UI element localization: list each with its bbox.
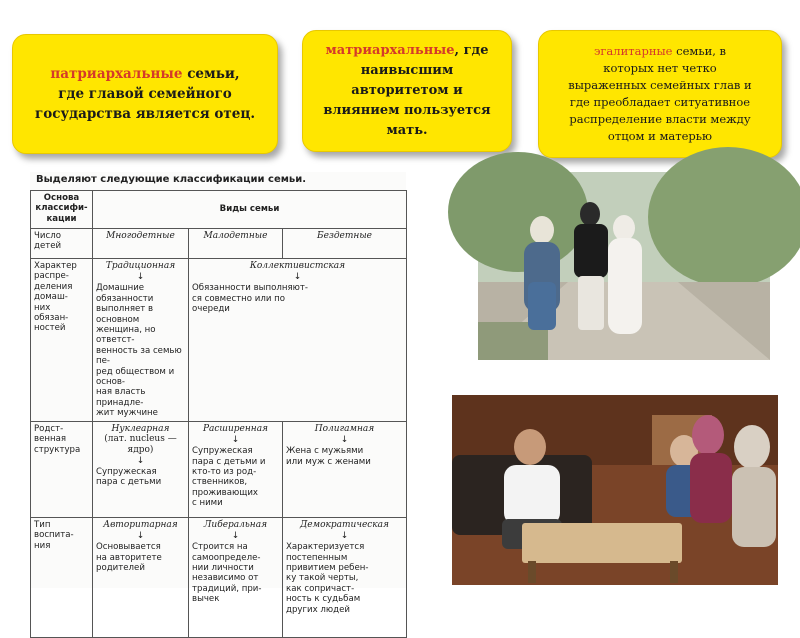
cell-line: обязан-	[34, 313, 69, 324]
cell-type-label: Малодетные	[203, 231, 268, 241]
matriarchal-first-rest: , где	[454, 43, 489, 58]
table-header-row	[31, 191, 407, 229]
cell-line: женщина, но ответст-	[96, 325, 156, 346]
cell-type-label: Традиционная	[105, 261, 176, 271]
matriarchal-line-2: наивысшим	[360, 63, 454, 78]
cell-line: Строится на	[192, 542, 248, 553]
cell-type-label-extra: (лат. nucleus —	[104, 434, 177, 445]
type-cell	[189, 517, 283, 637]
cell-line: венность за семью пе-	[96, 345, 182, 367]
cell-line: традиций, при-	[192, 583, 262, 594]
cell-line: постепенным	[286, 552, 348, 563]
table-row	[31, 517, 407, 637]
cell-line: Супружеская	[96, 466, 157, 477]
table-row	[31, 421, 407, 517]
cell-line: ность к судьбам	[286, 594, 361, 605]
cell-type-label: Нуклеарная	[111, 423, 170, 434]
table-caption: Выделяют следующие классификации семьи.	[36, 174, 307, 185]
card-egalitarian-family	[538, 30, 782, 158]
down-arrow-icon: ↓	[136, 531, 145, 542]
cell-line: кации	[46, 213, 77, 224]
cell-line: Супружеская	[192, 446, 253, 457]
cell-line: Тип	[34, 519, 51, 530]
type-cell	[93, 229, 189, 259]
row-basis-cell	[31, 421, 93, 517]
cell-line: нии личности	[192, 562, 254, 573]
cell-type-label: Полигамная	[314, 423, 375, 434]
cell-line: родителей	[96, 562, 145, 573]
type-cell	[189, 229, 283, 259]
matriarchal-line-3: авторитетом и	[351, 83, 463, 98]
cell-type-label-extra: ядро)	[127, 444, 154, 455]
cell-type-label: Авторитарная	[103, 519, 178, 530]
table-row	[31, 229, 407, 259]
header-types-cell: Виды семьи	[93, 191, 407, 229]
patriarchal-keyword: патриархальные	[50, 66, 183, 82]
cell-line: на авторитете	[96, 552, 162, 563]
cell-type-label: Коллективистская	[249, 261, 346, 271]
cell-line: Основывается	[96, 542, 161, 553]
down-arrow-icon: ↓	[136, 455, 145, 466]
photo-family-living-room	[452, 395, 778, 585]
cell-line: ная власть принадле-	[96, 387, 146, 408]
type-cell	[189, 421, 283, 517]
egalitarian-line-2: которых нет четко	[603, 61, 717, 75]
cell-line: домаш-	[34, 292, 68, 303]
cell-line: ностей	[34, 323, 66, 334]
down-arrow-icon: ↓	[231, 531, 240, 542]
cell-line: ния	[34, 540, 51, 551]
cell-line: деления	[34, 281, 73, 292]
cell-line: привитием ребен-	[286, 562, 369, 573]
type-cell	[93, 517, 189, 637]
type-cell	[189, 259, 407, 422]
header-basis-cell	[31, 191, 93, 229]
patriarchal-line-3: государства является отец.	[34, 106, 256, 122]
cell-type-label: Бездетные	[317, 231, 372, 241]
card-matriarchal-family	[302, 30, 512, 152]
cell-line: самоопределе-	[192, 552, 261, 563]
cell-line: кто-то из род-	[192, 466, 257, 477]
cell-type-label: Расширенная	[202, 423, 269, 434]
card-patriarchal-family	[12, 34, 278, 154]
row-basis-cell	[31, 229, 93, 259]
patriarchal-line-2: где главой семейного	[58, 86, 232, 102]
cell-line: Основа	[43, 193, 80, 203]
egalitarian-first-rest: семьи, в	[672, 44, 727, 58]
cell-line: как сопричаст-	[286, 583, 355, 594]
cell-line: ред обществом и основ-	[96, 366, 175, 388]
cell-line: независимо от	[192, 573, 259, 584]
photo-family-walking-illustration	[478, 172, 770, 360]
cell-line: венная	[34, 434, 67, 445]
matriarchal-line-4: влиянием пользуется	[323, 103, 491, 118]
classification-table-panel	[30, 172, 406, 615]
egalitarian-line-6: отцом и матерью	[607, 129, 713, 143]
cell-line: пара с детьми и	[192, 456, 266, 467]
patriarchal-line-1: семьи,	[187, 66, 240, 82]
egalitarian-keyword: эгалитарные	[593, 44, 673, 58]
down-arrow-icon: ↓	[136, 272, 145, 283]
cell-line: Обязанности выполняют-	[192, 283, 308, 294]
row-basis-cell	[31, 517, 93, 637]
cell-line: с ними	[192, 498, 223, 509]
cell-line: Характеризуется	[286, 542, 365, 553]
cell-line: других людей	[286, 604, 350, 615]
cell-line: или муж с женами	[286, 456, 371, 467]
type-cell	[93, 421, 189, 517]
cell-type-label: Многодетные	[106, 231, 175, 241]
cell-line: Родст-	[34, 423, 64, 434]
cell-line: Жена с мужьями	[286, 446, 364, 457]
type-cell	[93, 259, 189, 422]
matriarchal-line-5: мать.	[386, 123, 428, 138]
cell-line: жит мужчине	[96, 408, 158, 419]
cell-line: проживающих	[192, 487, 258, 498]
cell-type-label: Демократическая	[299, 519, 390, 530]
photo-family-walking	[478, 172, 770, 360]
cell-line: пара с детьми	[96, 477, 162, 488]
cell-line: классифи-	[35, 203, 88, 214]
photo-family-living-room-illustration	[452, 395, 778, 585]
type-cell	[283, 421, 407, 517]
cell-line: воспита-	[34, 530, 74, 541]
type-cell	[283, 229, 407, 259]
cell-line: вычек	[192, 594, 220, 605]
cell-line: них	[34, 302, 51, 313]
cell-line: детей	[34, 241, 62, 252]
cell-line: распре-	[34, 271, 69, 282]
matriarchal-keyword: матриархальные	[325, 43, 455, 58]
cell-line: ся совместно или по	[192, 293, 286, 304]
cell-line: Число	[34, 231, 61, 241]
cell-line: ку такой черты,	[286, 573, 359, 584]
egalitarian-line-4: где преобладает ситуативное	[569, 95, 751, 109]
cell-line: очереди	[192, 304, 230, 315]
cell-line: Характер	[34, 261, 77, 271]
cell-type-label: Либеральная	[203, 519, 268, 530]
table-row	[31, 259, 407, 422]
down-arrow-icon: ↓	[293, 272, 302, 283]
classification-table	[30, 190, 407, 638]
egalitarian-line-3: выраженных семейных глав и	[568, 78, 752, 92]
cell-line: структура	[34, 444, 81, 455]
down-arrow-icon: ↓	[231, 435, 240, 446]
type-cell	[283, 517, 407, 637]
cell-line: выполняет в основном	[96, 304, 154, 325]
down-arrow-icon: ↓	[340, 435, 349, 446]
row-basis-cell	[31, 259, 93, 422]
cell-line: ственников,	[192, 477, 248, 488]
egalitarian-line-5: распределение власти между	[569, 112, 751, 126]
cell-line: Домашние обязанности	[96, 283, 154, 304]
down-arrow-icon: ↓	[340, 531, 349, 542]
